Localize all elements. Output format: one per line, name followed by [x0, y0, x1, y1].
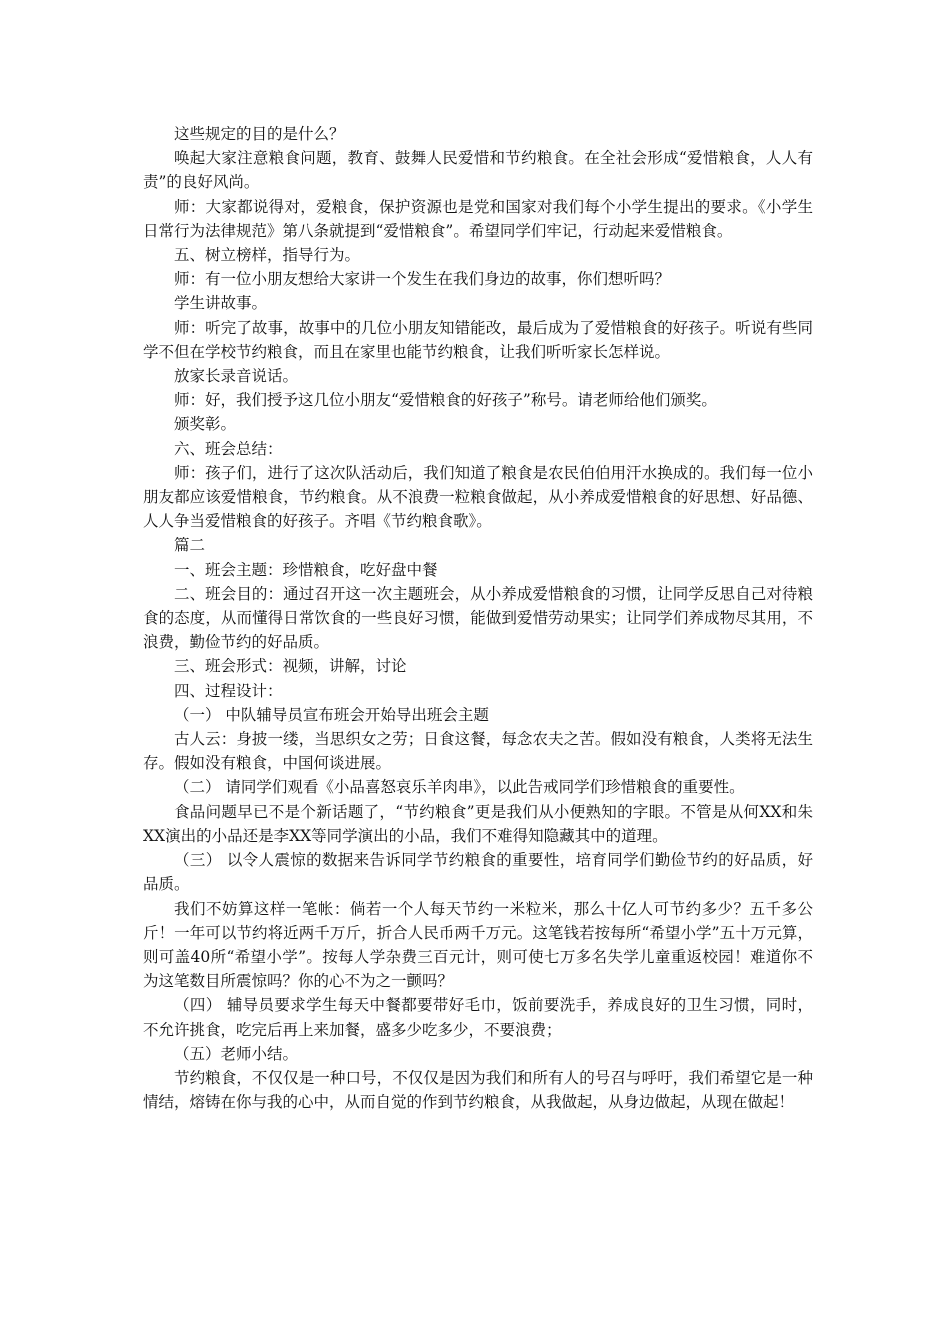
paragraph: 师：孩子们，进行了这次队活动后，我们知道了粮食是农民伯伯用汗水换成的。我们每一位小朋友都应该爱惜粮食，节约粮食。从不浪费一粒粮食做起，从小养成爱惜粮食的好思想、好品德、人人争当爱惜粮食的好孩子。齐唱《节约粮食歌》。	[143, 463, 813, 531]
paragraph: （三） 以令人震惊的数据来告诉同学节约粮食的重要性，培育同学们勤俭节约的好品质，好品质。	[143, 851, 813, 894]
paragraph: 师：有一位小朋友想给大家讲一个发生在我们身边的故事，你们想听吗？	[174, 270, 671, 289]
paragraph: 食品问题早已不是个新话题了，“节约粮食”更是我们从小便熟知的字眼。不管是从何XX和朱XX演出的小品还是李XX等同学演出的小品，我们不难得知隐藏其中的道理。	[143, 802, 813, 845]
paragraph: （一） 中队辅导员宣布班会开始导出班会主题	[174, 705, 489, 724]
paragraph: （五）老师小结。	[174, 1044, 299, 1063]
paragraph: 我们不妨算这样一笔帐：倘若一个人每天节约一米粒米，那么十亿人可节约多少？五千多公斤！一年可以节约将近两千万斤，折合人民币两千万元。这笔钱若按每所“希望小学”五十万元算，则可盖40所“希望小学”。按每人学杂费三百元计，则可使七万多名失学儿童重返校园！难道你不为这笔数目所震惊吗？你的心不为之一颤吗？	[143, 899, 813, 991]
paragraph: （四） 辅导员要求学生每天中餐都要带好毛巾，饭前要洗手，养成良好的卫生习惯，同时，不允许挑食，吃完后再上来加餐，盛多少吃多少，不要浪费；	[143, 996, 813, 1039]
paragraph: 放家长录音说话。	[174, 367, 299, 386]
paragraph: 这些规定的目的是什么？	[174, 125, 345, 143]
paragraph: （二） 请同学们观看《小品喜怒哀乐羊肉串》，以此告戒同学们珍惜粮食的重要性。	[174, 778, 745, 797]
section-heading: 三、班会形式：视频，讲解，讨论	[174, 657, 407, 676]
paragraph: 师：听完了故事，故事中的几位小朋友知错能改，最后成为了爱惜粮食的好孩子。听说有些同学不但在学校节约粮食，而且在家里也能节约粮食，让我们听听家长怎样说。	[143, 318, 813, 361]
paragraph: 颁奖彰。	[174, 415, 237, 434]
paragraph: 节约粮食，不仅仅是一种口号，不仅仅是因为我们和所有人的号召与呼吁，我们希望它是一种情结，熔铸在你与我的心中，从而自觉的作到节约粮食，从我做起，从身边做起，从现在做起！	[143, 1068, 813, 1112]
document-body	[143, 122, 813, 1114]
section-heading: 五、树立榜样，指导行为。	[174, 246, 361, 265]
paragraph: 古人云：身披一缕，当思织女之劳；日食这餐，每念农夫之苦。假如没有粮食，人类将无法生存。假如没有粮食，中国何谈进展。	[143, 730, 813, 773]
part-heading: 篇二	[174, 536, 206, 555]
paragraph: 唤起大家注意粮食问题，教育、鼓舞人民爱惜和节约粮食。在全社会形成“爱惜粮食，人人有责”的良好风尚。	[143, 149, 813, 192]
paragraph: 师：大家都说得对，爱粮食，保护资源也是党和国家对我们每个小学生提出的要求。《小学生日常行为法律规范》第八条就提到“爱惜粮食”。希望同学们牢记，行动起来爱惜粮食。	[143, 197, 813, 240]
section-heading: 六、班会总结：	[174, 439, 283, 458]
section-heading: 一、班会主题：珍惜粮食，吃好盘中餐	[174, 560, 438, 579]
paragraph: 师：好，我们授予这几位小朋友“爱惜粮食的好孩子”称号。请老师给他们颁奖。	[174, 391, 717, 410]
section-heading: 四、过程设计：	[174, 681, 283, 700]
paragraph: 学生讲故事。	[174, 294, 268, 313]
paragraph: 二、班会目的：通过召开这一次主题班会，从小养成爱惜粮食的习惯，让同学反思自己对待粮食的态度，从而懂得日常饮食的一些良好习惯，能做到爱惜劳动果实；让同学们养成物尽其用，不浪费，勤俭节约的好品质。	[143, 584, 813, 652]
